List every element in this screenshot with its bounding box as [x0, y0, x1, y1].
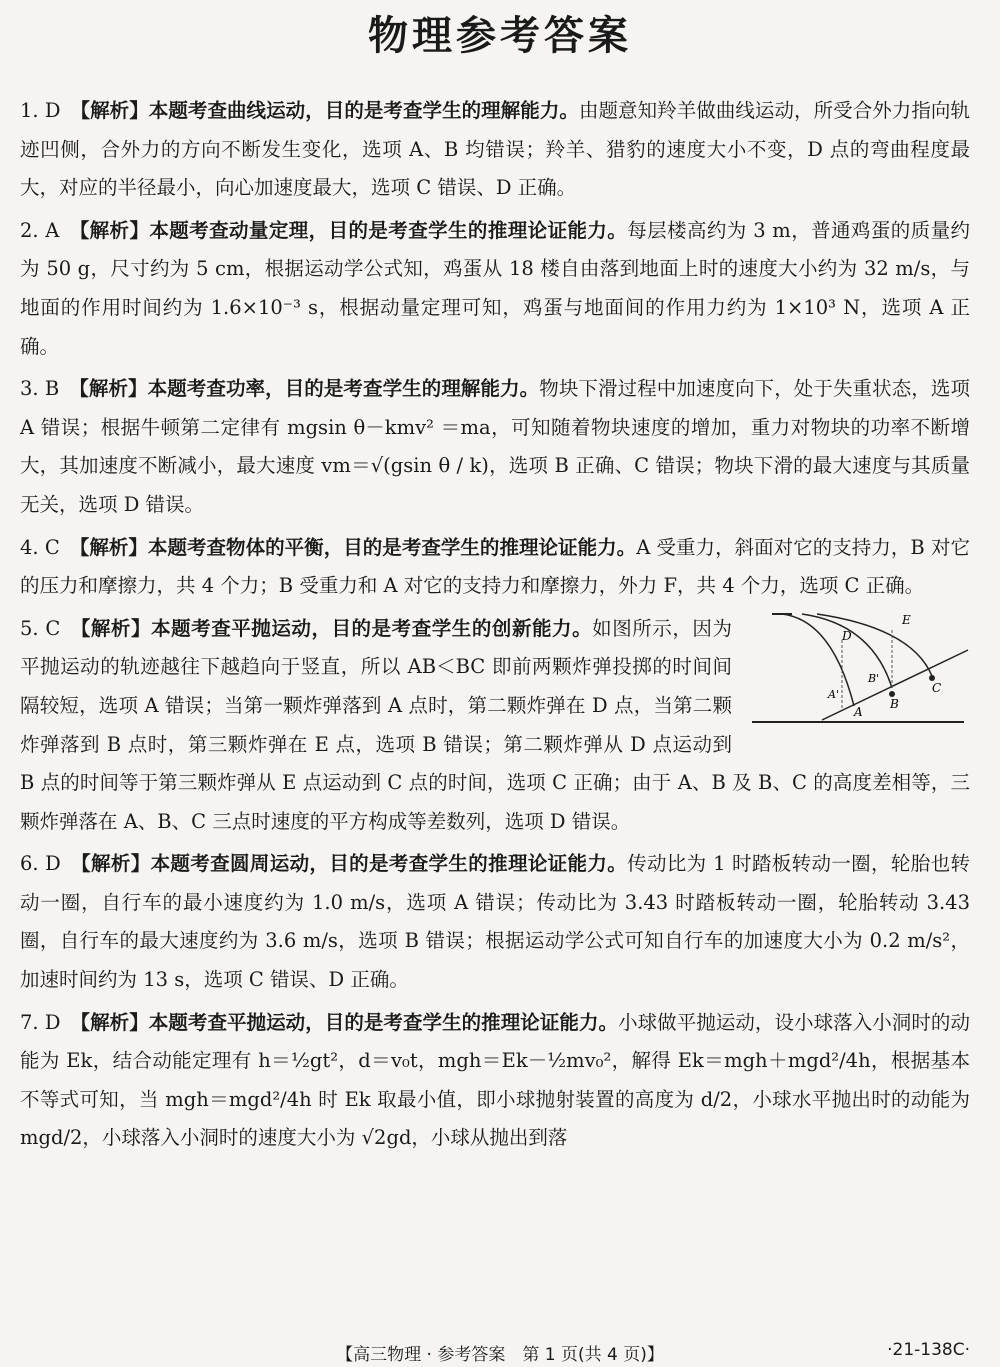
question-number: 1. D — [20, 99, 61, 122]
question-lead: 本题考查动量定理，目的是考查学生的推理论证能力。 — [149, 218, 628, 242]
question-lead: 本题考查平抛运动，目的是考查学生的创新能力。 — [151, 616, 593, 640]
figure-label: B' — [868, 671, 880, 685]
question-lead: 本题考查圆周运动，目的是考查学生的推理论证能力。 — [150, 852, 628, 876]
answers-list — [20, 92, 970, 1162]
question-2 — [20, 212, 970, 366]
question-4 — [20, 529, 970, 606]
question-number: 7. D — [20, 1010, 61, 1034]
question-1 — [20, 92, 970, 208]
projectile-diagram — [742, 610, 970, 728]
analysis-tag: 【解析】 — [70, 852, 151, 876]
figure-label: D — [842, 628, 852, 643]
analysis-tag: 【解析】 — [69, 535, 148, 559]
question-number: 3. B — [20, 377, 60, 401]
question-body: 由题意知羚羊做曲线运动，所受合外力指向轨迹凹侧，合外力的方向不断发生变化，选项 A、B 均错误；羚羊、猎豹的速度大小不变，D 点的弯曲程度最大，对应的半径最小，向心加速度最大，选项 C 错误、D 正确。 — [20, 99, 970, 200]
question-6 — [20, 845, 970, 999]
figure-label: C — [932, 680, 942, 695]
question-number: 6. D — [20, 852, 61, 876]
figure-label: A — [854, 704, 863, 719]
question-number: 4. C — [20, 535, 60, 559]
figure-label: B — [890, 696, 899, 711]
analysis-tag: 【解析】 — [70, 99, 149, 122]
exam-code: ·21-138C· — [887, 1340, 970, 1360]
question-body: 每层楼高约为 3 m，普通鸡蛋的质量约为 50 g，尺寸约为 5 cm，根据运动学公式知，鸡蛋从 18 楼自由落到地面上时的速度大小约为 32 m/s，与地面的作用时间约为 1.6×10⁻³ s，根据动量定理可知，鸡蛋与地面间的作用力约为 1×10³ N，选项 A 正确。 — [20, 218, 970, 358]
question-5 — [20, 610, 970, 842]
analysis-tag: 【解析】 — [70, 1010, 149, 1034]
question-lead: 本题考查曲线运动，目的是考查学生的理解能力。 — [148, 99, 579, 122]
question-body: 如图所示，因为平抛运动的轨迹越往下越趋向于竖直，所以 AB＜BC 即前两颗炸弹投掷的时间间隔较短，选项 A 错误；当第一颗炸弹落到 A 点时，第二颗炸弹在 D 点，当第二颗炸弹落到 B 点时，第三颗炸弹在 E 点，选项 B 错误；第二颗炸弹从 D 点运动到 B 点的时间等于第三颗炸弹从 E 点运动到 C 点的时间，选项 C 正确；由于 A、B 及 B、C 的高度差相等，三颗炸弹落在 A、B、C 三点时速度的平方构成等差数列，选项 D 错误。 — [20, 616, 970, 833]
question-lead: 本题考查平抛运动，目的是考查学生的推理论证能力。 — [148, 1010, 619, 1034]
question-number: 5. C — [20, 616, 61, 640]
analysis-tag: 【解析】 — [70, 616, 152, 640]
page-footer: 【高三物理 · 参考答案 第 1 页(共 4 页)】 — [336, 1345, 664, 1365]
question-lead: 本题考查物体的平衡，目的是考查学生的推理论证能力。 — [147, 535, 637, 559]
analysis-tag: 【解析】 — [69, 377, 148, 401]
question-body: 物块下滑过程中加速度向下，处于失重状态，选项 A 错误；根据牛顿第二定律有 mgsin θ－kmv² ＝ma，可知随着物块速度的增加，重力对物块的功率不断增大，其加速度不断减小，最大速度 vm＝√(gsin θ / k)，选项 B 正确、C 错误；物块下滑的最大速度与其质量无关，选项 D 错误。 — [20, 377, 970, 516]
figure-label: A' — [828, 687, 839, 701]
question-3 — [20, 370, 970, 524]
question-body: 小球做平抛运动，设小球落入小洞时的动能为 Ek，结合动能定理有 h＝½gt²，d＝v₀t，mgh＝Ek－½mv₀²，解得 Ek＝mgh＋mgd²/4h，根据基本不等式可知，当 mgh＝mgd²/4h 时 Ek 取最小值，即小球抛射装置的高度为 d/2，小球水平抛出时的动能为 mgd/2，小球落入小洞时的速度大小为 √2gd，小球从抛出到落 — [20, 1010, 970, 1150]
question-body: A 受重力，斜面对它的支持力，B 对它的压力和摩擦力，共 4 个力；B 受重力和 A 对它的支持力和摩擦力，外力 F，共 4 个力，选项 C 正确。 — [20, 535, 970, 598]
question-body: 传动比为 1 时踏板转动一圈，轮胎也转动一圈，自行车的最小速度约为 1.0 m/s，选项 A 错误；传动比为 3.43 时踏板转动一圈，轮胎转动 3.43 圈，自行车的最大速度约为 3.6 m/s，选项 B 错误；根据运动学公式可知自行车的加速度大小为 0.2 m/s²，加速时间约为 13 s，选项 C 错误、D 正确。 — [20, 852, 970, 992]
analysis-tag: 【解析】 — [69, 218, 150, 242]
question-lead: 本题考查功率，目的是考查学生的理解能力。 — [147, 377, 540, 401]
question-number: 2. A — [20, 218, 60, 242]
question-7 — [20, 1004, 970, 1158]
page-title: 物理参考答案 — [368, 13, 632, 59]
figure-label: E — [902, 612, 911, 627]
